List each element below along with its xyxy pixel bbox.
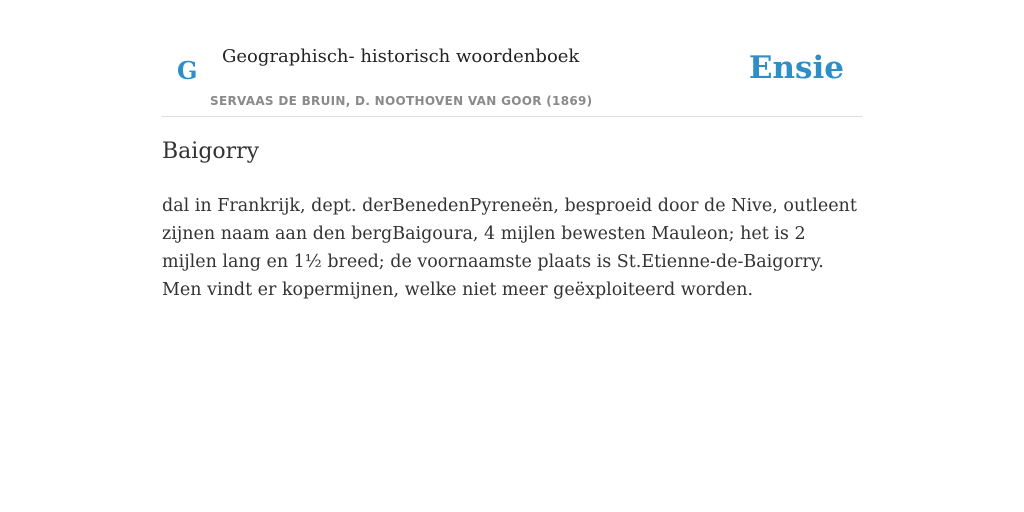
- dictionary-logo-letter[interactable]: G: [177, 56, 198, 85]
- ensie-brand-logo[interactable]: Ensie: [748, 50, 844, 86]
- dictionary-title-link[interactable]: Geographisch- historisch woordenboek: [222, 46, 580, 67]
- entry-definition: dal in Frankrijk, dept. derBenedenPyreneën, besproeid door de Nive, outleent zijnen naam aan den bergBaigoura, 4 mijlen bewesten Mauleon; het is 2 mijlen lang en 1½ breed; de voornaamste plaats is St.Etienne-de-Baigorry. Men vindt er kopermijnen, welke niet meer geëxploiteerd worden.: [162, 196, 857, 300]
- dictionary-header: [162, 0, 862, 117]
- dictionary-author-line: SERVAAS DE BRUIN, D. NOOTHOVEN VAN GOOR (1869): [210, 94, 593, 108]
- entry-title: Baigorry: [162, 139, 260, 164]
